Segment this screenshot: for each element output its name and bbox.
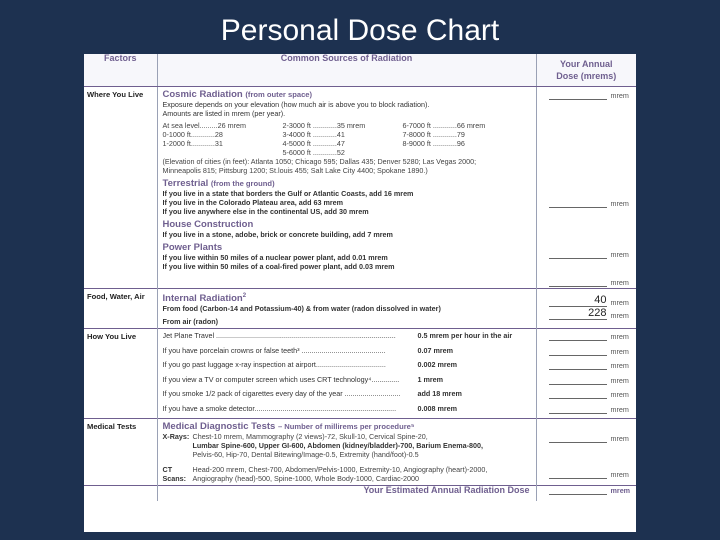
cosmic-heading xyxy=(163,89,532,100)
dose-chart-sheet xyxy=(84,54,636,532)
ct-answer xyxy=(537,470,637,480)
how-item xyxy=(163,404,532,416)
tv-answer xyxy=(537,376,637,391)
power-answer-field[interactable] xyxy=(549,278,607,287)
how-item xyxy=(163,360,532,375)
how-item-text: If you view a TV or computer screen which uses CRT technology⁴.............. xyxy=(162,374,400,384)
how-row xyxy=(84,329,636,419)
city-elevations-1: (Elevation of cities (in feet): Atlanta 1050; Chicago 595; Dallas 435; Denver 5280; Las Vegas 2000; xyxy=(162,157,477,166)
factor-how: How You Live xyxy=(84,329,157,419)
xray-line: Chest-10 mrem, Mammography (2 views)-72, Skull-10, Cervical Spine-20, xyxy=(192,431,428,441)
cosmic-desc-2: Amounts are listed in mrem (per year). xyxy=(162,109,286,118)
how-item-amount: 0.008 mrem xyxy=(417,403,458,413)
unit-label: mrem xyxy=(610,390,629,400)
where-sources xyxy=(157,87,536,289)
food-answers xyxy=(536,289,636,329)
luggage-answer-field[interactable] xyxy=(549,361,607,370)
how-item xyxy=(163,375,532,390)
how-item-amount: 0.5 mrem per hour in the air xyxy=(417,331,513,341)
how-item xyxy=(163,331,532,346)
food-answer xyxy=(537,295,637,308)
internal-title: Internal Radiation xyxy=(162,293,243,305)
total-label: Your Estimated Annual Radiation Dose xyxy=(157,485,536,501)
elevation-col-1 xyxy=(163,121,283,157)
terrestrial-line: If you live in the Colorado Plateau area, add 63 mrem xyxy=(162,198,344,207)
internal-line-air: From air (radon) xyxy=(162,317,219,327)
food-row xyxy=(84,289,636,329)
cosmic-title: Cosmic Radiation xyxy=(162,89,243,100)
how-item-text: If you smoke 1/2 pack of cigarettes every day of the year ............................ xyxy=(162,389,401,399)
elev-item: 4-5000 ft ............47 xyxy=(282,139,345,148)
elev-item: At sea level.........26 mrem xyxy=(162,121,246,130)
ct-answer-field[interactable] xyxy=(549,470,607,479)
air-answer xyxy=(537,308,637,321)
medical-answers xyxy=(536,418,636,485)
food-answer-field[interactable]: 40 xyxy=(549,295,607,307)
house-heading: House Construction xyxy=(162,219,254,230)
factor-food: Food, Water, Air xyxy=(84,289,157,329)
cosmic-sub: (from outer space) xyxy=(245,90,313,99)
cosmic-answer xyxy=(537,91,637,101)
ct-line: Head-200 mrem, Chest-700, Abdomen/Pelvis-1000, Extremity-10, Angiography (heart)-2000, xyxy=(192,464,488,474)
header-annual-2: Dose (mrems) xyxy=(556,71,617,81)
xray-block xyxy=(163,432,532,459)
elev-item: 1-2000 ft............31 xyxy=(162,139,223,148)
terrestrial-answer-field[interactable] xyxy=(549,199,607,208)
detector-answer xyxy=(537,405,637,417)
unit-label: mrem xyxy=(610,332,629,342)
unit-label: mrem xyxy=(610,311,629,320)
elev-item: 8-9000 ft ............96 xyxy=(402,139,465,148)
how-sources xyxy=(157,329,536,419)
total-row xyxy=(84,485,636,501)
header-annual-dose xyxy=(536,54,636,87)
factor-medical: Medical Tests xyxy=(84,418,157,485)
how-item-text: If you have porcelain crowns or false teeth³ .......................................... xyxy=(162,345,386,355)
terrestrial-title: Terrestrial xyxy=(162,178,209,189)
elev-item: 0-1000 ft............28 xyxy=(162,130,223,139)
xray-label: X-Rays: xyxy=(162,431,190,441)
ct-block xyxy=(163,465,532,483)
xray-answer xyxy=(537,434,637,444)
medical-row xyxy=(84,418,636,485)
power-heading: Power Plants xyxy=(162,242,223,253)
how-item-text: If you go past luggage x-ray inspection at airport................................... xyxy=(162,360,386,370)
internal-sup: 2 xyxy=(242,293,247,299)
medical-title: Medical Diagnostic Tests xyxy=(162,420,276,432)
elevation-col-2 xyxy=(283,121,403,157)
medical-sub: – Number of millirems per procedure⁵ xyxy=(277,421,415,431)
medical-sources xyxy=(157,418,536,485)
terrestrial-heading xyxy=(163,178,532,189)
luggage-answer xyxy=(537,361,637,376)
unit-label: mrem xyxy=(610,404,629,414)
total-answer-field[interactable] xyxy=(549,486,607,495)
smoke-answer-field[interactable] xyxy=(549,390,607,399)
terrestrial-line: If you live in a state that borders the Gulf or Atlantic Coasts, add 16 mrem xyxy=(162,189,414,198)
total-unit: mrem xyxy=(610,485,631,495)
house-line: If you live in a stone, adobe, brick or concrete building, add 7 mrem xyxy=(162,230,393,239)
total-empty xyxy=(84,485,157,501)
ct-line: Angiography (head)-500, Spine-1000, Whole Body-1000, Cardiac-2000 xyxy=(192,473,420,483)
how-item-amount: add 18 mrem xyxy=(417,389,462,399)
cosmic-answer-field[interactable] xyxy=(549,91,607,100)
city-elevations-2: Minneapolis 815; Pittsburg 1200; St.louis 455; Salt Lake City 4400; Spokane 1890.) xyxy=(162,166,428,175)
unit-label: mrem xyxy=(610,433,629,443)
unit-label: mrem xyxy=(610,199,629,208)
xray-line: Lumbar Spine-600, Upper GI-600, Abdomen (kidney/bladder)-700, Barium Enema-800, xyxy=(192,440,484,450)
house-answer-field[interactable] xyxy=(549,250,607,259)
unit-label: mrem xyxy=(610,346,629,356)
header-annual-1: Your Annual xyxy=(560,59,613,69)
how-item-amount: 0.07 mrem xyxy=(417,345,454,355)
crowns-answer-field[interactable] xyxy=(549,347,607,356)
unit-label: mrem xyxy=(610,250,629,259)
factor-where: Where You Live xyxy=(84,87,157,289)
internal-heading xyxy=(163,291,532,304)
internal-line-food: From food (Carbon-14 and Potassium-40) & from water (radon dissolved in water) xyxy=(162,304,441,314)
elevation-col-3 xyxy=(403,121,523,157)
food-sources xyxy=(157,289,536,329)
where-answers xyxy=(536,87,636,289)
unit-label: mrem xyxy=(610,278,629,287)
power-answer xyxy=(537,278,637,288)
terrestrial-sub: (from the ground) xyxy=(210,179,275,188)
slide-title: Personal Dose Chart xyxy=(220,14,500,47)
header-sources: Common Sources of Radiation xyxy=(157,54,536,87)
unit-label: mrem xyxy=(610,361,629,371)
air-answer-field[interactable]: 228 xyxy=(549,308,607,320)
how-item xyxy=(163,389,532,404)
medical-heading xyxy=(163,421,532,432)
cosmic-desc-1: Exposure depends on your elevation (how much air is above you to block radiation). xyxy=(162,100,430,109)
how-item-amount: 0.002 mrem xyxy=(417,360,458,370)
smoke-answer xyxy=(537,390,637,405)
xray-line: Pelvis-60, Hip-70, Dental Bitewing/Image-0.5, Extremity (hand/foot)-0.5 xyxy=(192,449,419,459)
crowns-answer xyxy=(537,347,637,362)
terrestrial-line: If you live anywhere else in the continental US, add 30 mrem xyxy=(162,207,369,216)
tv-answer-field[interactable] xyxy=(549,376,607,385)
unit-label: mrem xyxy=(610,91,629,100)
unit-label: mrem xyxy=(610,469,629,479)
elev-item: 5-6000 ft ............52 xyxy=(282,148,345,157)
elev-item: 7-8000 ft ............79 xyxy=(402,130,465,139)
jet-answer-field[interactable] xyxy=(549,332,607,341)
ct-label: CT Scans: xyxy=(162,464,187,483)
elevation-grid xyxy=(163,121,532,157)
elev-item: 3-4000 ft ............41 xyxy=(282,130,345,139)
power-line: If you live within 50 miles of a nuclear power plant, add 0.01 mrem xyxy=(162,253,388,262)
where-row xyxy=(84,87,636,289)
dose-table xyxy=(84,54,636,501)
header-row xyxy=(84,54,636,87)
how-item-amount: 1 mrem xyxy=(417,374,444,384)
xray-answer-field[interactable] xyxy=(549,434,607,443)
unit-label: mrem xyxy=(610,375,629,385)
how-item-text: Jet Plane Travel .......................................................................................... xyxy=(162,331,396,341)
total-answer xyxy=(536,485,636,501)
power-line: If you live within 50 miles of a coal-fired power plant, add 0.03 mrem xyxy=(162,262,395,271)
terrestrial-answer xyxy=(537,199,637,209)
how-item-text: If you have a smoke detector....................................................................... xyxy=(162,403,397,413)
header-factors: Factors xyxy=(84,54,157,87)
detector-answer-field[interactable] xyxy=(549,405,607,414)
how-answers xyxy=(536,329,636,419)
jet-answer xyxy=(537,332,637,347)
house-answer xyxy=(537,250,637,260)
unit-label: mrem xyxy=(610,298,629,307)
elev-item: 2-3000 ft ............35 mrem xyxy=(282,121,366,130)
elev-item: 6-7000 ft ............66 mrem xyxy=(402,121,486,130)
how-item xyxy=(163,346,532,361)
